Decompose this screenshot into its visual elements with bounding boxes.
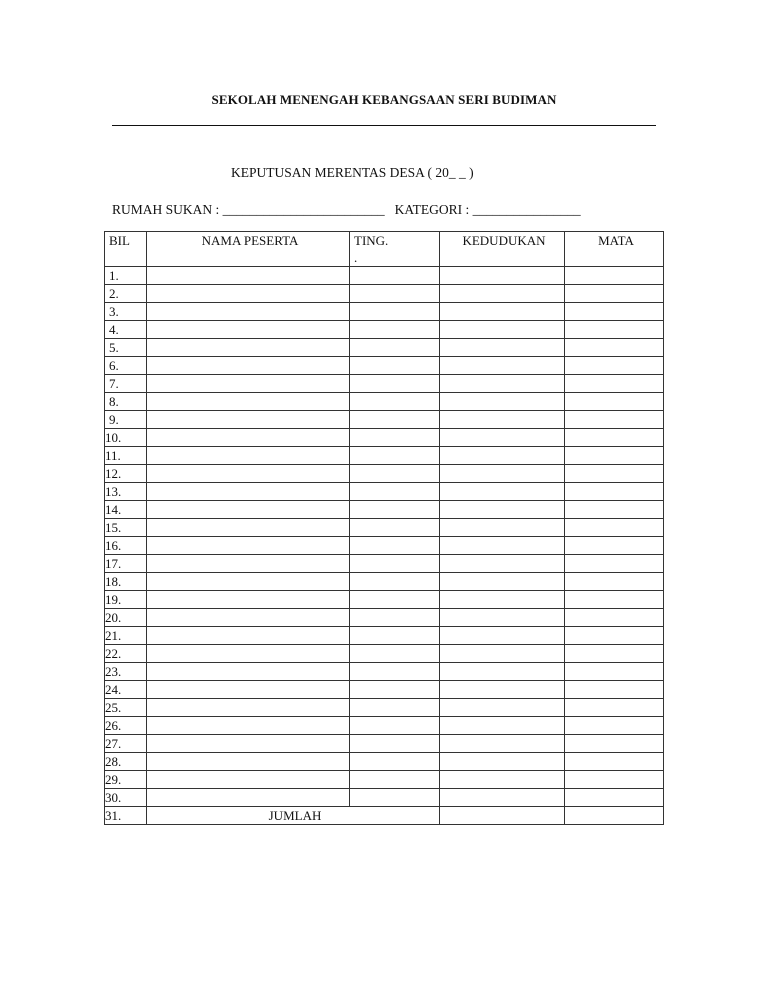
table-row: [105, 771, 664, 789]
row-number: 12.: [105, 465, 147, 483]
table-body: [105, 267, 664, 807]
form-fields-row: [112, 202, 581, 218]
nama-peserta-cell[interactable]: [147, 645, 350, 663]
total-kedudukan-cell[interactable]: [440, 807, 565, 825]
mata-cell[interactable]: [565, 789, 664, 807]
mata-cell[interactable]: [565, 645, 664, 663]
row-number: 22.: [105, 645, 147, 663]
row-number: 10.: [105, 429, 147, 447]
mata-cell[interactable]: [565, 393, 664, 411]
kedudukan-cell[interactable]: [440, 663, 565, 681]
table-row: [105, 339, 664, 357]
results-table: [104, 231, 664, 825]
col-header-bil: BIL: [105, 232, 147, 267]
row-number: 17.: [105, 555, 147, 573]
kedudukan-cell[interactable]: [440, 429, 565, 447]
ting-cell[interactable]: [350, 789, 440, 807]
table-row: [105, 537, 664, 555]
mata-cell[interactable]: [565, 609, 664, 627]
mata-cell[interactable]: [565, 519, 664, 537]
nama-peserta-cell[interactable]: [147, 465, 350, 483]
table-row: [105, 465, 664, 483]
nama-peserta-cell[interactable]: [147, 735, 350, 753]
nama-peserta-cell[interactable]: [147, 411, 350, 429]
kedudukan-cell[interactable]: [440, 699, 565, 717]
mata-cell[interactable]: [565, 555, 664, 573]
mata-cell[interactable]: [565, 447, 664, 465]
ting-cell[interactable]: [350, 663, 440, 681]
nama-peserta-cell[interactable]: [147, 357, 350, 375]
row-number: 28.: [105, 753, 147, 771]
kedudukan-cell[interactable]: [440, 573, 565, 591]
ting-cell[interactable]: [350, 609, 440, 627]
kategori-field[interactable]: KATEGORI : ________________: [394, 202, 581, 217]
nama-peserta-cell[interactable]: [147, 573, 350, 591]
nama-peserta-cell[interactable]: [147, 339, 350, 357]
nama-peserta-cell[interactable]: [147, 789, 350, 807]
kedudukan-cell[interactable]: [440, 357, 565, 375]
kedudukan-cell[interactable]: [440, 735, 565, 753]
row-number: 13.: [105, 483, 147, 501]
table-row: [105, 321, 664, 339]
total-mata-cell[interactable]: [565, 807, 664, 825]
col-header-ting-suffix: .: [354, 250, 358, 265]
table-row: [105, 627, 664, 645]
table-row: [105, 429, 664, 447]
nama-peserta-cell[interactable]: [147, 591, 350, 609]
mata-cell[interactable]: [565, 699, 664, 717]
ting-cell[interactable]: [350, 537, 440, 555]
nama-peserta-cell[interactable]: [147, 609, 350, 627]
row-number: 24.: [105, 681, 147, 699]
total-row-number: 31.: [105, 807, 147, 825]
ting-cell[interactable]: [350, 285, 440, 303]
ting-cell[interactable]: [350, 375, 440, 393]
table-row: [105, 717, 664, 735]
kedudukan-cell[interactable]: [440, 375, 565, 393]
mata-cell[interactable]: [565, 483, 664, 501]
mata-cell[interactable]: [565, 627, 664, 645]
kedudukan-cell[interactable]: [440, 519, 565, 537]
row-number: 9.: [105, 411, 147, 429]
row-number: 29.: [105, 771, 147, 789]
nama-peserta-cell[interactable]: [147, 447, 350, 465]
kedudukan-cell[interactable]: [440, 447, 565, 465]
ting-cell[interactable]: [350, 465, 440, 483]
row-number: 27.: [105, 735, 147, 753]
kedudukan-cell[interactable]: [440, 681, 565, 699]
table-row: [105, 609, 664, 627]
kedudukan-cell[interactable]: [440, 393, 565, 411]
kedudukan-cell[interactable]: [440, 771, 565, 789]
nama-peserta-cell[interactable]: [147, 429, 350, 447]
row-number: 19.: [105, 591, 147, 609]
nama-peserta-cell[interactable]: [147, 537, 350, 555]
mata-cell[interactable]: [565, 591, 664, 609]
kedudukan-cell[interactable]: [440, 483, 565, 501]
mata-cell[interactable]: [565, 465, 664, 483]
table-row: [105, 699, 664, 717]
row-number: 7.: [105, 375, 147, 393]
mata-cell[interactable]: [565, 753, 664, 771]
ting-cell[interactable]: [350, 717, 440, 735]
col-header-kedudukan: KEDUDUKAN: [440, 232, 565, 267]
row-number: 1.: [105, 267, 147, 285]
kedudukan-cell[interactable]: [440, 645, 565, 663]
table-row: [105, 303, 664, 321]
row-number: 16.: [105, 537, 147, 555]
kedudukan-cell[interactable]: [440, 717, 565, 735]
school-name-title: SEKOLAH MENENGAH KEBANGSAAN SERI BUDIMAN: [211, 92, 557, 107]
table-row: [105, 393, 664, 411]
table-row: [105, 267, 664, 285]
mata-cell[interactable]: [565, 735, 664, 753]
table-row: [105, 753, 664, 771]
nama-peserta-cell[interactable]: [147, 393, 350, 411]
row-number: 3.: [105, 303, 147, 321]
row-number: 14.: [105, 501, 147, 519]
rumah-sukan-field[interactable]: RUMAH SUKAN : ________________________: [112, 202, 385, 217]
mata-cell[interactable]: [565, 501, 664, 519]
mata-cell[interactable]: [565, 375, 664, 393]
ting-cell[interactable]: [350, 627, 440, 645]
kedudukan-cell[interactable]: [440, 609, 565, 627]
mata-cell[interactable]: [565, 321, 664, 339]
kedudukan-cell[interactable]: [440, 591, 565, 609]
nama-peserta-cell[interactable]: [147, 699, 350, 717]
ting-cell[interactable]: [350, 591, 440, 609]
mata-cell[interactable]: [565, 681, 664, 699]
kedudukan-cell[interactable]: [440, 537, 565, 555]
kedudukan-cell[interactable]: [440, 267, 565, 285]
table-row: [105, 483, 664, 501]
table-row: [105, 375, 664, 393]
nama-peserta-cell[interactable]: [147, 753, 350, 771]
nama-peserta-cell[interactable]: [147, 483, 350, 501]
mata-cell[interactable]: [565, 267, 664, 285]
table-row: [105, 789, 664, 807]
form-subtitle: KEPUTUSAN MERENTAS DESA ( 20_ _ ): [231, 165, 474, 180]
row-number: 20.: [105, 609, 147, 627]
nama-peserta-cell[interactable]: [147, 267, 350, 285]
ting-cell[interactable]: [350, 357, 440, 375]
ting-cell[interactable]: [350, 681, 440, 699]
ting-cell[interactable]: [350, 483, 440, 501]
row-number: 21.: [105, 627, 147, 645]
ting-cell[interactable]: [350, 339, 440, 357]
table-row: [105, 411, 664, 429]
mata-cell[interactable]: [565, 771, 664, 789]
ting-cell[interactable]: [350, 267, 440, 285]
table-row: [105, 501, 664, 519]
table-row: [105, 735, 664, 753]
row-number: 11.: [105, 447, 147, 465]
ting-cell[interactable]: [350, 555, 440, 573]
col-header-nama-peserta: NAMA PESERTA: [147, 232, 350, 267]
kedudukan-cell[interactable]: [440, 627, 565, 645]
ting-cell[interactable]: [350, 411, 440, 429]
kedudukan-cell[interactable]: [440, 753, 565, 771]
mata-cell[interactable]: [565, 537, 664, 555]
ting-cell[interactable]: [350, 303, 440, 321]
kedudukan-cell[interactable]: [440, 285, 565, 303]
col-header-mata: MATA: [565, 232, 664, 267]
mata-cell[interactable]: [565, 663, 664, 681]
row-number: 18.: [105, 573, 147, 591]
ting-cell[interactable]: [350, 699, 440, 717]
row-number: 26.: [105, 717, 147, 735]
table-row: [105, 573, 664, 591]
row-number: 5.: [105, 339, 147, 357]
row-number: 25.: [105, 699, 147, 717]
kedudukan-cell[interactable]: [440, 339, 565, 357]
ting-cell[interactable]: [350, 519, 440, 537]
mata-cell[interactable]: [565, 357, 664, 375]
row-number: 15.: [105, 519, 147, 537]
mata-cell[interactable]: [565, 717, 664, 735]
row-number: 8.: [105, 393, 147, 411]
mata-cell[interactable]: [565, 411, 664, 429]
nama-peserta-cell[interactable]: [147, 303, 350, 321]
table-row: [105, 681, 664, 699]
total-label: JUMLAH: [147, 807, 440, 825]
ting-cell[interactable]: [350, 771, 440, 789]
mata-cell[interactable]: [565, 303, 664, 321]
ting-cell[interactable]: [350, 321, 440, 339]
table-header-row: [105, 232, 664, 267]
table-row: [105, 645, 664, 663]
nama-peserta-cell[interactable]: [147, 663, 350, 681]
row-number: 6.: [105, 357, 147, 375]
row-number: 23.: [105, 663, 147, 681]
mata-cell[interactable]: [565, 573, 664, 591]
nama-peserta-cell[interactable]: [147, 501, 350, 519]
table-row: [105, 285, 664, 303]
kedudukan-cell[interactable]: [440, 321, 565, 339]
kedudukan-cell[interactable]: [440, 411, 565, 429]
table-row: [105, 357, 664, 375]
nama-peserta-cell[interactable]: [147, 375, 350, 393]
ting-cell[interactable]: [350, 735, 440, 753]
nama-peserta-cell[interactable]: [147, 681, 350, 699]
ting-cell[interactable]: [350, 447, 440, 465]
ting-cell[interactable]: [350, 753, 440, 771]
ting-cell[interactable]: [350, 501, 440, 519]
kedudukan-cell[interactable]: [440, 501, 565, 519]
kedudukan-cell[interactable]: [440, 303, 565, 321]
ting-cell[interactable]: [350, 573, 440, 591]
ting-cell[interactable]: [350, 393, 440, 411]
kedudukan-cell[interactable]: [440, 465, 565, 483]
mata-cell[interactable]: [565, 339, 664, 357]
kedudukan-cell[interactable]: [440, 555, 565, 573]
nama-peserta-cell[interactable]: [147, 771, 350, 789]
col-header-ting: [350, 232, 440, 267]
nama-peserta-cell[interactable]: [147, 555, 350, 573]
row-number: 4.: [105, 321, 147, 339]
nama-peserta-cell[interactable]: [147, 285, 350, 303]
row-number: 2.: [105, 285, 147, 303]
nama-peserta-cell[interactable]: [147, 519, 350, 537]
table-row: [105, 519, 664, 537]
nama-peserta-cell[interactable]: [147, 321, 350, 339]
total-row: [105, 807, 664, 825]
row-number: 30.: [105, 789, 147, 807]
table-row: [105, 447, 664, 465]
nama-peserta-cell[interactable]: [147, 627, 350, 645]
ting-cell[interactable]: [350, 645, 440, 663]
kedudukan-cell[interactable]: [440, 789, 565, 807]
mata-cell[interactable]: [565, 429, 664, 447]
nama-peserta-cell[interactable]: [147, 717, 350, 735]
table-row: [105, 591, 664, 609]
mata-cell[interactable]: [565, 285, 664, 303]
ting-cell[interactable]: [350, 429, 440, 447]
table-row: [105, 555, 664, 573]
col-header-ting-label: TING.: [354, 233, 389, 248]
table-row: [105, 663, 664, 681]
title-underline: [112, 125, 656, 126]
